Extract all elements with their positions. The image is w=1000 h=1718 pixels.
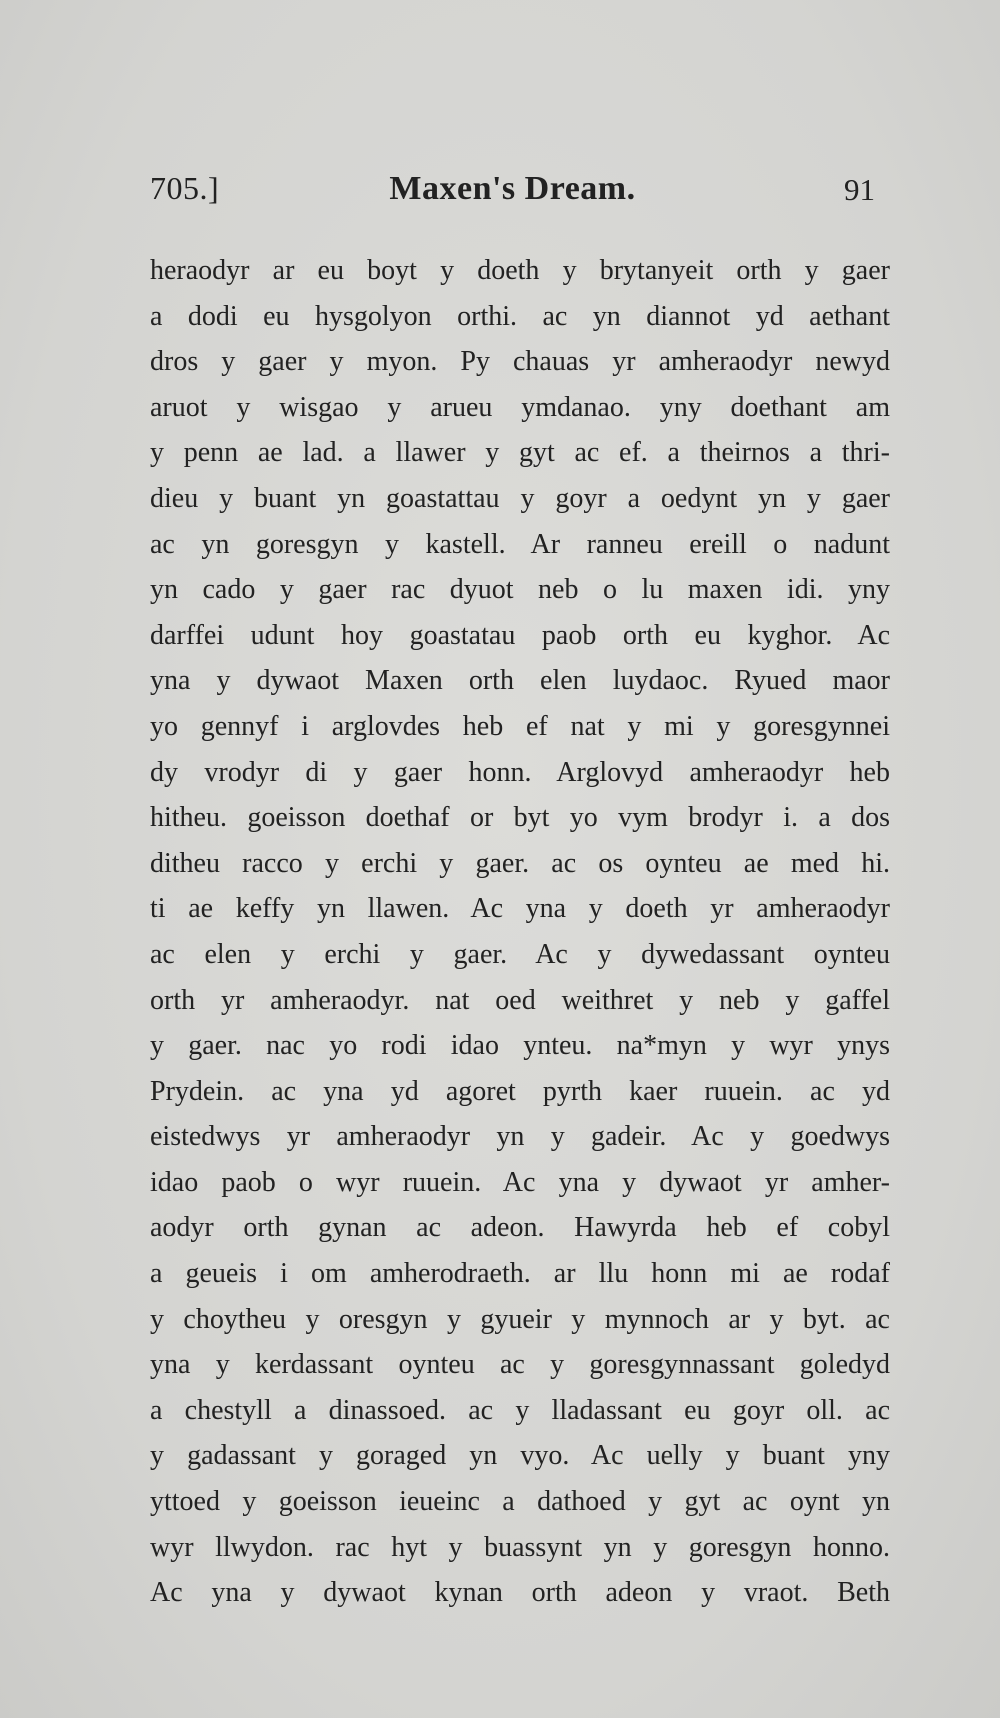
text-line: yo gennyf i arglovdes heb ef nat y mi y goresgynnei xyxy=(150,710,890,742)
text-line: aodyr orth gynan ac adeon. Hawyrda heb ef cobyl xyxy=(150,1212,890,1244)
text-line: Prydein. ac yna yd agoret pyrth kaer ruuein. ac yd xyxy=(150,1075,890,1107)
text-line: orth yr amheraodyr. nat oed weithret y neb y gaffel xyxy=(150,984,890,1016)
section-number: 705.] xyxy=(150,170,220,206)
text-line: darffei udunt hoy goastatau paob orth eu kyghor. Ac xyxy=(150,619,890,651)
text-line: ditheu racco y erchi y gaer. ac os oynteu ae med hi. xyxy=(150,847,890,879)
text-line: dy vrodyr di y gaer honn. Arglovyd amheraodyr heb xyxy=(150,756,890,788)
text-line: wyr llwydon. rac hyt y buassynt yn y goresgyn honno. xyxy=(150,1531,890,1563)
text-line: ac elen y erchi y gaer. Ac y dywedassant oynteu xyxy=(150,938,890,970)
text-line: dieu y buant yn goastattau y goyr a oedynt yn y gaer xyxy=(150,482,890,514)
text-line: hitheu. goeisson doethaf or byt yo vym brodyr i. a dos xyxy=(150,802,890,834)
text-line: ti ae keffy yn llawen. Ac yna y doeth yr amheraodyr xyxy=(150,893,890,925)
body-text xyxy=(150,248,890,1616)
text-line: y choytheu y oresgyn y gyueir y mynnoch ar y byt. ac xyxy=(150,1303,890,1335)
text-line: Ac yna y dywaot kynan orth adeon y vraot. Beth xyxy=(150,1577,890,1609)
text-line: idao paob o wyr ruuein. Ac yna y dywaot yr amher- xyxy=(150,1166,890,1198)
page-number: 91 xyxy=(844,172,875,207)
text-line: dros y gaer y myon. Py chauas yr amheraodyr newyd xyxy=(150,346,890,378)
text-line: a chestyll a dinassoed. ac y lladassant eu goyr oll. ac xyxy=(150,1394,890,1426)
text-line: heraodyr ar eu boyt y doeth y brytanyeit orth y gaer xyxy=(150,255,890,286)
text-line: yna y dywaot Maxen orth elen luydaoc. Ryued maor xyxy=(150,665,890,697)
text-line: ac yn goresgyn y kastell. Ar ranneu ereill o nadunt xyxy=(150,528,890,560)
text-line: yna y kerdassant oynteu ac y goresgynnassant goledyd xyxy=(150,1349,890,1381)
text-line: a dodi eu hysgolyon orthi. ac yn diannot yd aethant xyxy=(150,300,890,332)
text-line: y gaer. nac yo rodi idao ynteu. na*myn y wyr ynys xyxy=(150,1030,890,1062)
text-line: y gadassant y goraged yn vyo. Ac uelly y buant yny xyxy=(150,1440,890,1472)
running-header xyxy=(150,170,875,220)
text-line: yn cado y gaer rac dyuot neb o lu maxen idi. yny xyxy=(150,574,890,606)
text-line: a geueis i om amherodraeth. ar llu honn mi ae rodaf xyxy=(150,1258,890,1290)
text-line: aruot y wisgao y arueu ymdanao. yny doethant am xyxy=(150,391,890,423)
running-title: Maxen's Dream. xyxy=(389,170,636,207)
text-line: y penn ae lad. a llawer y gyt ac ef. a theirnos a thri- xyxy=(150,437,890,469)
text-line: yttoed y goeisson ieueinc a dathoed y gyt ac oynt yn xyxy=(150,1486,890,1518)
text-line: eistedwys yr amheraodyr yn y gadeir. Ac y goedwys xyxy=(150,1121,890,1153)
